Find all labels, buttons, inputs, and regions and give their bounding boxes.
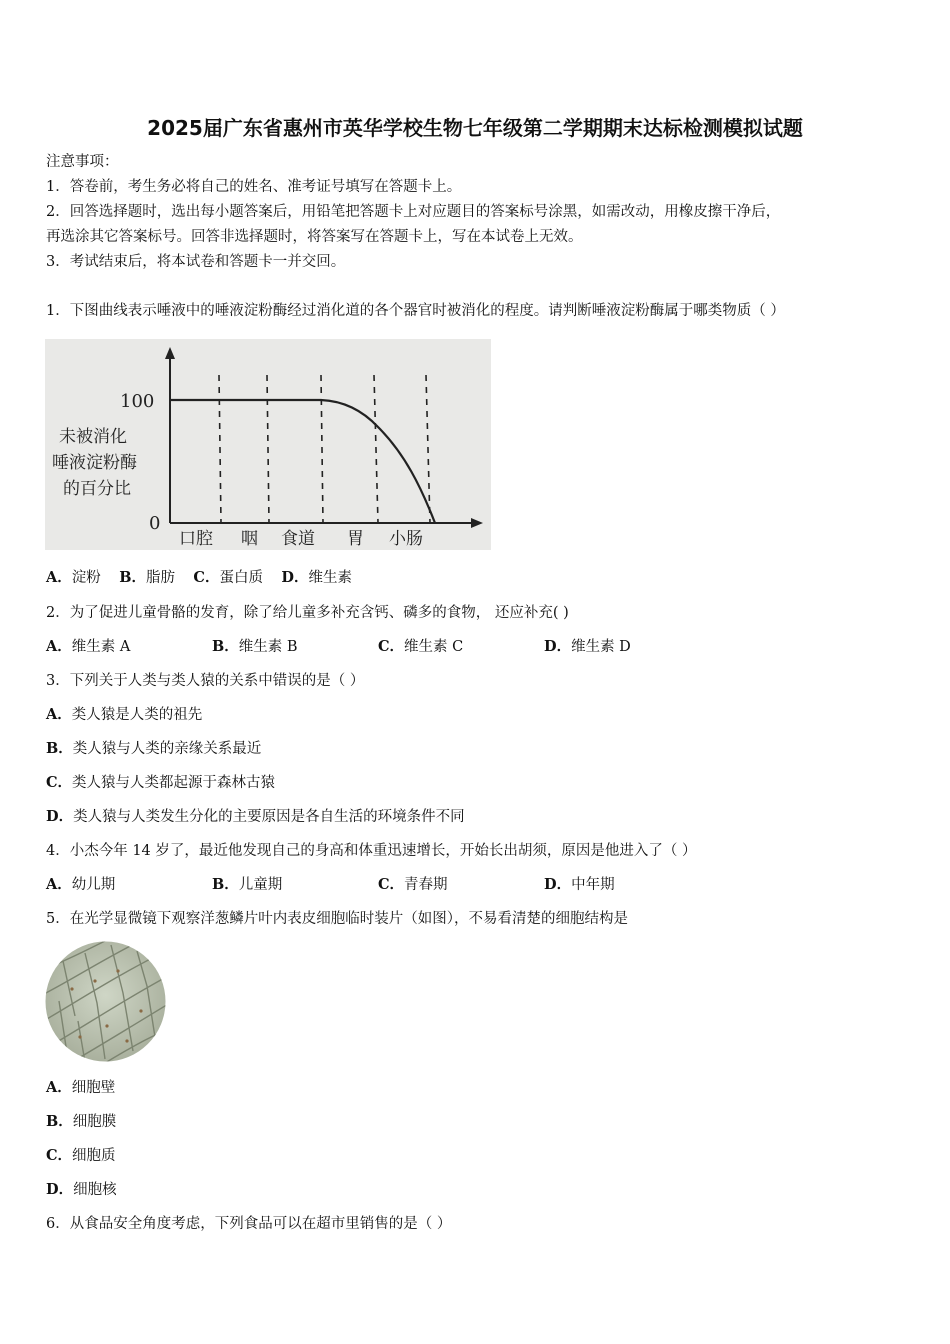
question-3-option: A．类人猿是人类的祖先 [46, 706, 203, 723]
notes-heading: 注意事项： [46, 154, 119, 170]
question-1-stem: 1．下图曲线表示唾液中的唾液淀粉酶经过消化道的各个器官时被消化的程度。请判断唾液淀粉酶属于哪类物质（ ） [46, 303, 785, 319]
option-letter: B． [212, 876, 239, 893]
y-label-line: 未被消化 [59, 427, 127, 447]
digestion-chart [45, 339, 491, 550]
option-letter: A． [46, 569, 72, 586]
y-label-line: 的百分比 [63, 479, 131, 499]
question-1-options [46, 568, 352, 588]
option-letter: D． [544, 876, 572, 893]
option-letter: C． [378, 876, 405, 893]
note-item: 1．答卷前，考生务必将自己的姓名、准考证号填写在答题卡上。 [46, 179, 462, 195]
option-letter: D． [544, 638, 572, 655]
note-item: 再选涂其它答案标号。回答非选择题时，将答案写在答题卡上，写在本试卷上无效。 [46, 229, 583, 245]
option-letter: A． [46, 876, 72, 893]
option-letter: D． [281, 569, 309, 586]
option-text: 维生素 C [404, 639, 464, 655]
option-letter: C． [378, 638, 405, 655]
option-letter: A． [46, 638, 72, 655]
question-4-options [46, 875, 710, 895]
question-2-options [46, 637, 710, 657]
organ-label-pharynx: 咽 [241, 529, 258, 549]
option-text: 中年期 [571, 877, 615, 893]
question-5-option: B．细胞膜 [46, 1113, 117, 1130]
option-text: 脂肪 [145, 570, 175, 586]
option-text: 维生素 A [71, 639, 131, 655]
question-3-option: D．类人猿与人类发生分化的主要原因是各自生活的环境条件不同 [46, 808, 465, 825]
organ-label-small-intestine: 小肠 [389, 529, 423, 549]
option-letter: B． [212, 638, 239, 655]
question-4-stem: 4．小杰今年 14 岁了，最近他发现自己的身高和体重迅速增长，开始长出胡须，原因是他进入了（ ） [46, 843, 697, 859]
y-label-line: 唾液淀粉酶 [52, 453, 137, 473]
question-5-option: A．细胞壁 [46, 1079, 116, 1096]
option-text: 儿童期 [238, 877, 283, 893]
digestion-chart-figure [45, 339, 491, 550]
question-3-option: B．类人猿与人类的亲缘关系最近 [46, 740, 262, 757]
micrograph-image [45, 941, 166, 1062]
question-5-option: C．细胞质 [46, 1147, 116, 1164]
page-title: 2025届广东省惠州市英华学校生物七年级第二学期期末达标检测模拟试题 [147, 116, 803, 140]
onion-cell-micrograph [45, 941, 166, 1062]
option-text: 青春期 [404, 877, 448, 893]
option-text: 幼儿期 [71, 877, 116, 893]
question-5-stem: 5．在光学显微镜下观察洋葱鳞片叶内表皮细胞临时装片（如图），不易看清楚的细胞结构是 [46, 911, 628, 927]
option-text: 维生素 [308, 570, 352, 586]
question-3-option: C．类人猿与人类都起源于森林古猿 [46, 774, 276, 791]
organ-label-stomach: 胃 [347, 529, 364, 549]
note-item: 3．考试结束后，将本试卷和答题卡一并交回。 [46, 254, 346, 270]
y-tick-100: 100 [120, 391, 155, 412]
y-tick-0: 0 [149, 513, 161, 534]
option-text: 淀粉 [71, 570, 101, 586]
organ-label-esophagus: 食道 [281, 529, 315, 549]
option-text: 蛋白质 [219, 570, 263, 586]
organ-label-mouth: 口腔 [179, 529, 213, 549]
option-text: 维生素 B [238, 639, 298, 655]
option-letter: C． [193, 569, 220, 586]
question-6-stem: 6．从食品安全角度考虑，下列食品可以在超市里销售的是（ ） [46, 1216, 452, 1232]
option-letter: B． [119, 569, 146, 586]
note-item: 2．回答选择题时，选出每小题答案后，用铅笔把答题卡上对应题目的答案标号涂黑，如需改动，用橡皮擦干净后， [46, 204, 781, 220]
question-2-stem: 2．为了促进儿童骨骼的发育，除了给儿童多补充含钙、磷多的食物， 还应补充( ) [46, 605, 569, 621]
question-3-stem: 3．下列关于人类与类人猿的关系中错误的是（ ） [46, 673, 365, 689]
question-5-option: D．细胞核 [46, 1181, 117, 1198]
option-text: 维生素 D [571, 639, 631, 655]
